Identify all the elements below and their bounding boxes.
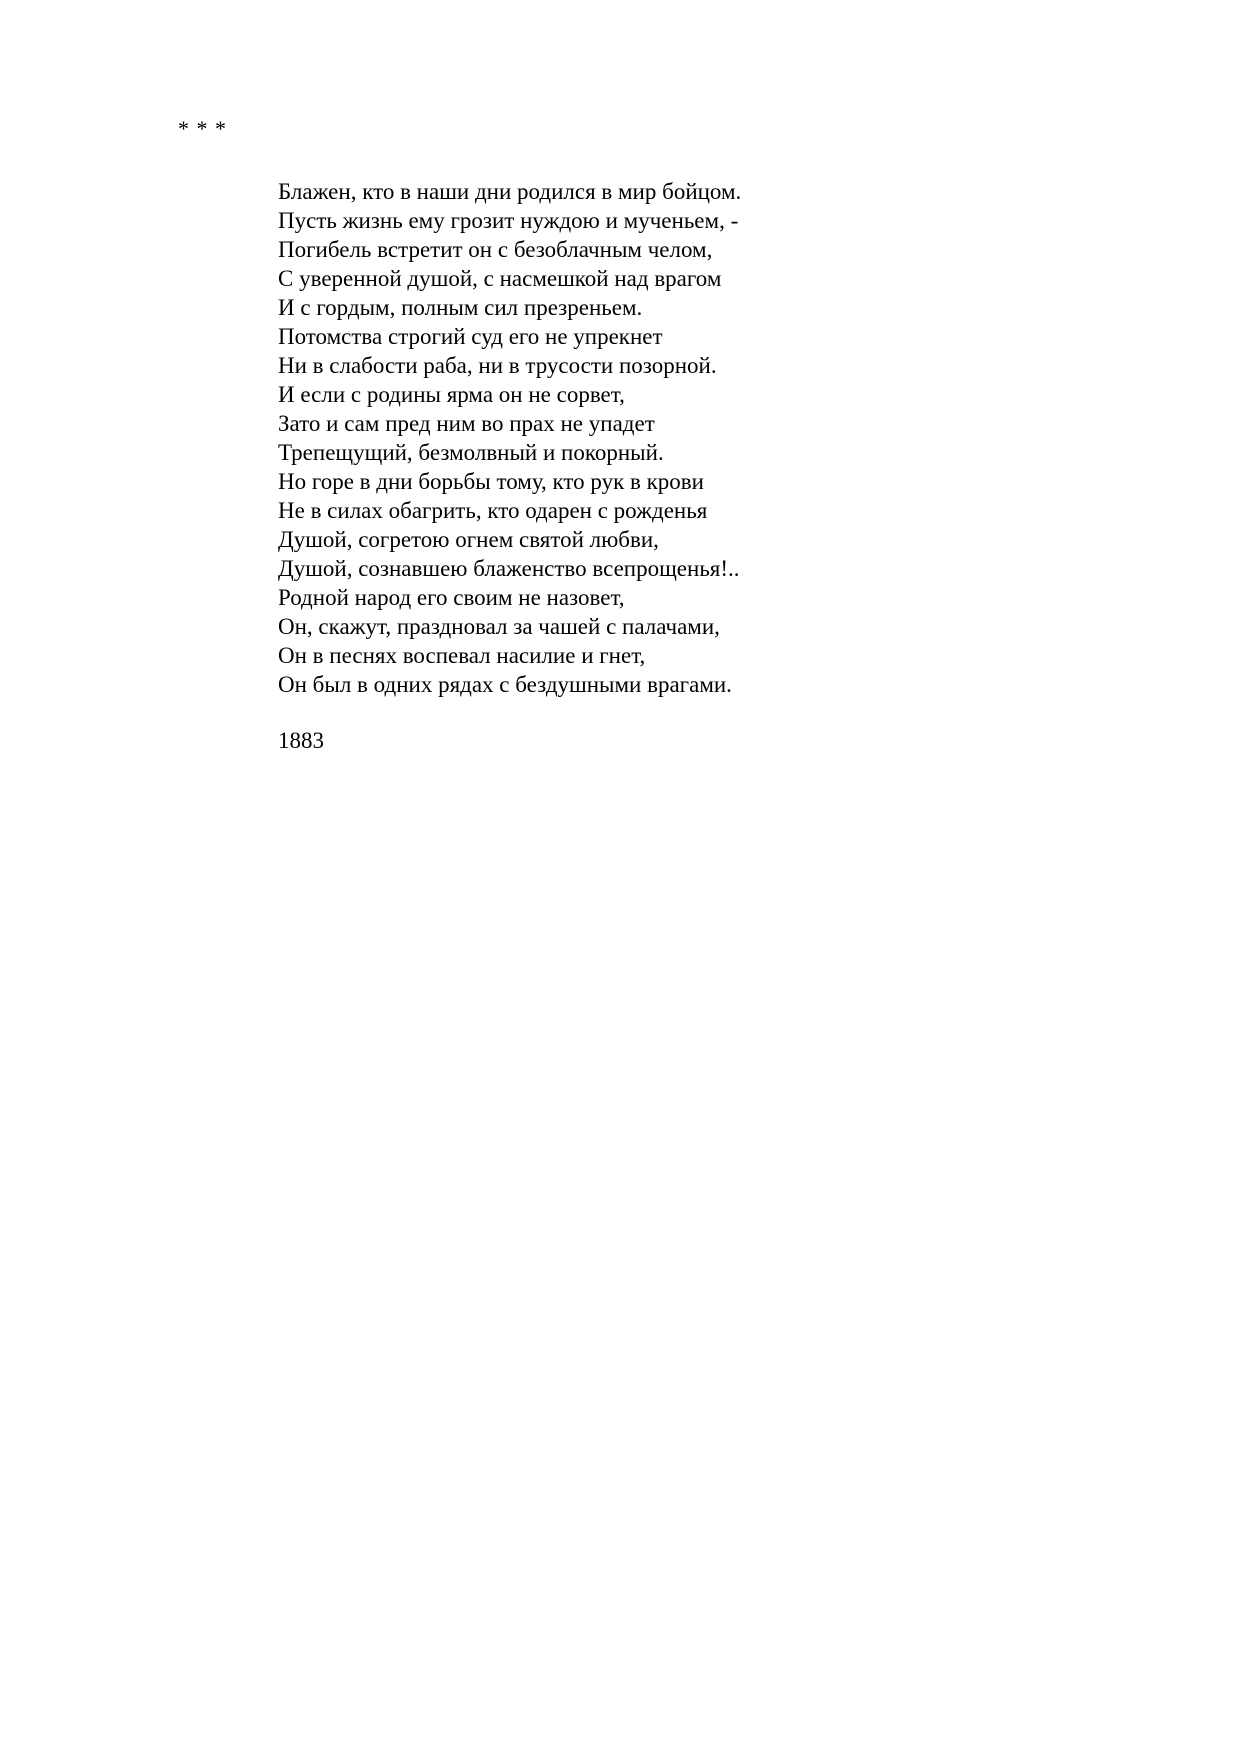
poem-line: И с гордым, полным сил презреньем. [278, 295, 643, 320]
poem-line: И если с родины ярма он не сорвет, [278, 382, 625, 407]
poem-line: Блажен, кто в наши дни родился в мир бойцом. [278, 179, 742, 204]
poem-line: Не в силах обагрить, кто одарен с рожденья [278, 498, 708, 523]
poem-line: С уверенной душой, с насмешкой над врагом [278, 266, 722, 291]
poem-line: Родной народ его своим не назовет, [278, 585, 625, 610]
poem-line: Ни в слабости раба, ни в трусости позорной. [278, 353, 717, 378]
poem-text [278, 177, 741, 699]
poem-line: Душой, согретою огнем святой любви, [278, 527, 659, 552]
poem-line: Душой, сознавшею блаженство всепрощенья!.. [278, 556, 740, 581]
poem-line: Он, скажут, праздновал за чашей с палачами, [278, 614, 720, 639]
poem-line: Он в песнях воспевал насилие и гнет, [278, 643, 646, 668]
poem-line: Потомства строгий суд его не упрекнет [278, 324, 663, 349]
poem-line: Трепещущий, безмолвный и покорный. [278, 440, 664, 465]
poem-line: Он был в одних рядах с бездушными врагами. [278, 672, 732, 697]
poem-line: Зато и сам пред ним во прах не упадет [278, 411, 655, 436]
poem-line: Пусть жизнь ему грозит нуждою и мученьем, - [278, 208, 739, 233]
poem-line: Но горе в дни борьбы тому, кто рук в крови [278, 469, 704, 494]
poem-line: Погибель встретит он с безоблачным челом, [278, 237, 713, 262]
section-separator: * * * [178, 116, 227, 141]
poem-year: 1883 [278, 728, 324, 753]
